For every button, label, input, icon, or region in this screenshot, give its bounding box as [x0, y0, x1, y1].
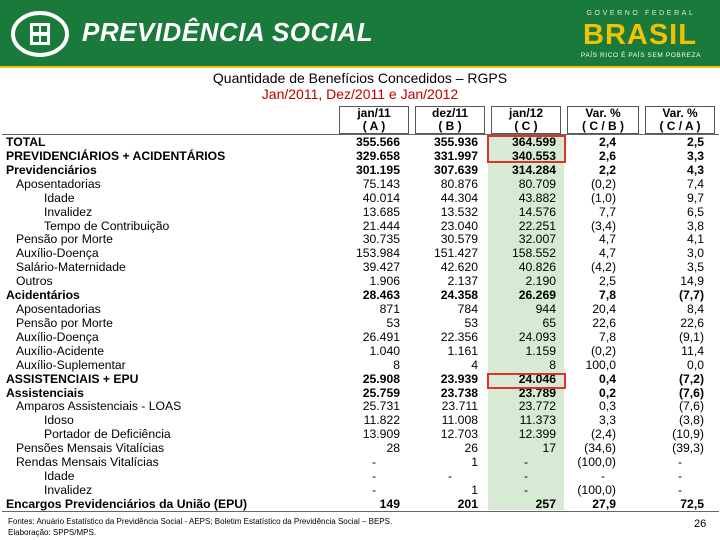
table-row — [0, 372, 720, 386]
row-value: 65 — [542, 315, 556, 330]
row-label: Pensão por Morte — [16, 232, 113, 247]
row-value: 12.703 — [440, 427, 478, 442]
column-header — [412, 107, 488, 133]
row-label: Idoso — [44, 413, 74, 428]
row-label: Acidentários — [6, 288, 80, 303]
row-value: - — [371, 483, 377, 497]
row-value: 784 — [457, 302, 478, 317]
table-row — [0, 163, 720, 177]
row-label: Auxílio-Acidente — [16, 343, 105, 358]
row-value: 364.599 — [511, 135, 556, 149]
row-value: (100,0) — [577, 483, 616, 497]
table-row — [0, 177, 720, 191]
row-label: Assistenciais — [6, 385, 84, 400]
row-value: 3,3 — [599, 413, 616, 428]
row-value: (2,4) — [590, 427, 616, 442]
row-value: - — [523, 469, 529, 484]
row-value: 23.772 — [518, 399, 556, 414]
row-label: Tempo de Contribuição — [44, 218, 170, 233]
row-value: 22,6 — [592, 315, 616, 330]
row-value: 8 — [549, 357, 556, 372]
page-subtitle: Jan/2011, Dez/2011 e Jan/2012 — [261, 86, 459, 102]
highlight-box-totals — [487, 135, 566, 163]
row-value: 7,8 — [599, 288, 616, 303]
row-label: ASSISTENCIAIS + EPU — [6, 371, 139, 386]
row-value: 24.093 — [518, 329, 556, 344]
row-value: - — [677, 469, 683, 484]
row-value: 25.908 — [362, 371, 400, 386]
row-value: 7,7 — [599, 204, 616, 219]
row-label: Invalidez — [44, 483, 93, 497]
row-value: (0,2) — [590, 343, 616, 358]
row-value: (39,3) — [672, 441, 704, 456]
row-value: 26 — [464, 441, 478, 456]
row-value: 22,6 — [680, 315, 704, 330]
row-value: 27,9 — [592, 496, 616, 511]
row-value: 25.731 — [362, 399, 400, 414]
column-header — [488, 107, 564, 133]
highlight-box-assistenciais — [487, 373, 566, 389]
row-value: (1,0) — [590, 190, 616, 205]
column-header-period: Var. % — [585, 106, 621, 120]
row-value: 24.358 — [440, 288, 478, 303]
row-value: 13.685 — [362, 204, 400, 219]
column-header-ref: ( C ) — [514, 119, 538, 133]
row-value: 13.909 — [362, 427, 400, 442]
row-value: 22.251 — [518, 218, 556, 233]
page-number: 26 — [694, 518, 707, 530]
table-row — [0, 441, 720, 455]
row-value: 30.735 — [362, 232, 400, 247]
table-row — [0, 260, 720, 274]
row-value: 11.822 — [363, 413, 400, 428]
row-value: 149 — [379, 496, 400, 511]
table-row — [0, 205, 720, 219]
row-value: (4,2) — [590, 260, 616, 275]
row-value: 329.658 — [355, 148, 400, 163]
row-value: (9,1) — [678, 329, 704, 344]
column-header-period: Var. % — [662, 106, 698, 120]
row-value: 4,3 — [687, 162, 704, 177]
row-value: (3,8) — [678, 413, 704, 428]
table-row — [0, 386, 720, 400]
row-value: (34,6) — [584, 441, 616, 456]
header-stripe — [0, 66, 720, 68]
row-value: 17 — [542, 441, 556, 456]
row-value: 2,5 — [687, 135, 704, 149]
row-label: Encargos Previdenciários da União (EPU) — [6, 496, 248, 511]
row-value: 2.137 — [447, 274, 478, 289]
row-label: Auxílio-Doença — [16, 329, 99, 344]
row-value: 14,9 — [680, 274, 704, 289]
row-value: 80.709 — [518, 176, 556, 191]
table-row — [0, 427, 720, 441]
row-value: 2,5 — [599, 274, 616, 289]
row-value: (3,4) — [590, 218, 616, 233]
row-value: 11.373 — [519, 413, 556, 428]
row-value: 8,4 — [687, 302, 704, 317]
row-value: 13.532 — [440, 204, 478, 219]
row-value: - — [371, 469, 377, 484]
row-value: 4,7 — [599, 246, 616, 261]
row-value: 1.161 — [447, 343, 478, 358]
row-label: Amparos Assistenciais - LOAS — [16, 399, 182, 414]
row-value: - — [523, 455, 529, 470]
row-value: 1.040 — [369, 343, 400, 358]
row-value: 23.738 — [440, 385, 478, 400]
table-row — [0, 191, 720, 205]
row-label: Pensões Mensais Vitalícias — [16, 441, 165, 456]
row-value: 40.826 — [518, 260, 556, 275]
row-value: (7,6) — [678, 385, 704, 400]
row-value: 3,0 — [687, 246, 704, 261]
row-value: 0,2 — [599, 385, 616, 400]
row-value: (7,7) — [678, 288, 704, 303]
row-value: 9,7 — [687, 190, 704, 205]
row-value: 0,0 — [687, 357, 704, 372]
row-value: 26.269 — [518, 288, 556, 303]
table-row — [0, 455, 720, 469]
table-row — [0, 219, 720, 233]
row-value: 2,4 — [599, 135, 616, 149]
row-value: 100,0 — [585, 357, 616, 372]
row-value: 23.939 — [440, 371, 478, 386]
row-value: 3,5 — [687, 260, 704, 275]
row-value: 12.399 — [518, 427, 556, 442]
table-row — [0, 316, 720, 330]
row-value: 257 — [535, 496, 556, 511]
governo-federal-logo — [566, 8, 716, 62]
row-value: 944 — [535, 302, 556, 317]
row-value: 2,6 — [599, 148, 616, 163]
row-value: 7,8 — [599, 329, 616, 344]
row-value: - — [371, 455, 377, 470]
row-value: 23.711 — [441, 399, 478, 414]
row-value: 42.620 — [440, 260, 478, 275]
row-label: Auxílio-Doença — [16, 246, 99, 261]
row-label: Invalidez — [44, 204, 93, 219]
table-row — [0, 232, 720, 246]
row-value: - — [447, 469, 453, 484]
row-value: 26.491 — [362, 329, 400, 344]
row-value: 355.566 — [355, 135, 400, 149]
row-value: 80.876 — [440, 176, 478, 191]
gov-slogan: PAÍS RICO É PAÍS SEM POBREZA — [580, 52, 702, 59]
column-header — [642, 107, 718, 133]
row-value: 53 — [386, 315, 400, 330]
row-value: 355.936 — [433, 135, 478, 149]
table-row — [0, 413, 720, 427]
row-value: - — [677, 483, 683, 497]
source-footnote — [8, 516, 392, 538]
row-value: 11.008 — [441, 413, 478, 428]
row-value: 4 — [471, 357, 478, 372]
row-value: - — [677, 455, 683, 470]
row-value: 72,5 — [680, 496, 704, 511]
row-value: 314.284 — [511, 162, 556, 177]
row-value: 3,3 — [687, 148, 704, 163]
table-row — [0, 330, 720, 344]
row-value: 39.427 — [362, 260, 400, 275]
row-value: 32.007 — [518, 232, 556, 247]
table-row — [0, 399, 720, 413]
table-row — [0, 302, 720, 316]
column-header — [564, 107, 642, 133]
table-row — [0, 497, 720, 511]
page-title: Quantidade de Benefícios Concedidos – RGPS — [212, 70, 508, 86]
column-header-period: jan/11 — [357, 106, 391, 120]
row-value: 8 — [393, 357, 400, 372]
top-banner — [0, 0, 720, 68]
column-header-period: dez/11 — [431, 106, 469, 120]
gov-line: GOVERNO FEDERAL — [586, 10, 696, 17]
table-row — [0, 274, 720, 288]
row-value: 28 — [386, 441, 400, 456]
row-value: 158.552 — [511, 246, 556, 261]
row-value: 4,7 — [599, 232, 616, 247]
row-value: 6,5 — [687, 204, 704, 219]
table-row — [0, 288, 720, 302]
row-label: Idade — [44, 469, 75, 484]
row-label: Rendas Mensais Vitalícias — [16, 455, 159, 470]
row-value: 11,4 — [681, 343, 704, 358]
source-line: Fontes: Anuário Estatístico da Previdência Social - AEPS; Boletim Estatístico da Previdência Social – BEPS. — [8, 517, 393, 526]
row-label: Salário-Maternidade — [16, 260, 126, 275]
column-header-ref: ( B ) — [438, 119, 462, 133]
row-value: 43.882 — [518, 190, 556, 205]
table-row — [0, 149, 720, 163]
row-value: 40.014 — [362, 190, 400, 205]
table-row — [0, 469, 720, 483]
gov-name: BRASIL — [583, 19, 697, 51]
row-value: 307.639 — [433, 162, 478, 177]
row-value: (10,9) — [672, 427, 704, 442]
column-header-ref: ( C / B ) — [582, 119, 624, 133]
row-value: 340.553 — [511, 148, 556, 163]
column-header — [336, 107, 412, 133]
row-value: 1.159 — [525, 343, 556, 358]
row-value: 3,8 — [687, 218, 704, 233]
row-value: (100,0) — [577, 455, 616, 470]
row-value: 1.906 — [369, 274, 400, 289]
row-label: Previdenciários — [6, 162, 97, 177]
row-value: 871 — [379, 302, 400, 317]
row-label: Outros — [16, 274, 53, 289]
row-label: TOTAL — [6, 135, 46, 149]
row-label: Auxílio-Suplementar — [16, 357, 126, 372]
row-value: 20,4 — [592, 302, 616, 317]
table-bottom-rule — [2, 511, 719, 512]
table-row — [0, 135, 720, 149]
row-value: 301.195 — [355, 162, 400, 177]
row-value: 28.463 — [362, 288, 400, 303]
row-value: 44.304 — [440, 190, 478, 205]
row-value: 2.190 — [525, 274, 556, 289]
column-header-ref: ( A ) — [362, 119, 386, 133]
row-value: 331.997 — [433, 148, 478, 163]
row-value: - — [600, 469, 606, 484]
row-value: 2,2 — [599, 162, 616, 177]
row-value: (7,2) — [678, 371, 704, 386]
row-value: 75.143 — [362, 176, 400, 191]
row-label: Pensão por Morte — [16, 315, 113, 330]
table-row — [0, 344, 720, 358]
row-value: - — [523, 483, 529, 497]
row-value: 23.040 — [440, 218, 478, 233]
row-value: 14.576 — [518, 204, 556, 219]
row-value: (7,6) — [678, 399, 704, 414]
row-value: 22.356 — [440, 329, 478, 344]
row-value: 201 — [457, 496, 478, 511]
row-value: 30.579 — [440, 232, 478, 247]
table-row — [0, 483, 720, 497]
row-value: 23.789 — [518, 385, 556, 400]
elaboration-line: Elaboração: SPPS/MPS. — [8, 528, 97, 537]
row-value: 4,1 — [687, 232, 704, 247]
row-value: (0,2) — [590, 176, 616, 191]
row-label: PREVIDENCIÁRIOS + ACIDENTÁRIOS — [6, 148, 226, 163]
table-row — [0, 358, 720, 372]
table-row — [0, 246, 720, 260]
row-value: 1 — [471, 483, 478, 497]
row-value: 153.984 — [355, 246, 400, 261]
row-label: Aposentadorias — [16, 176, 101, 191]
row-value: 151.427 — [433, 246, 478, 261]
row-value: 25.759 — [362, 385, 400, 400]
brand-title: PREVIDÊNCIA SOCIAL — [82, 17, 374, 47]
column-header-ref: ( C / A ) — [659, 119, 701, 133]
row-value: 7,4 — [687, 176, 704, 191]
row-value: 53 — [464, 315, 478, 330]
row-label: Aposentadorias — [16, 302, 101, 317]
row-label: Idade — [44, 190, 75, 205]
row-value: 21.444 — [362, 218, 400, 233]
row-value: 24.046 — [518, 371, 556, 386]
row-value: 0,3 — [599, 399, 616, 414]
row-label: Portador de Deficiência — [44, 427, 171, 442]
row-value: 0,4 — [599, 371, 616, 386]
column-header-period: jan/12 — [508, 106, 544, 120]
previdencia-logo-icon — [10, 10, 70, 58]
row-value: 1 — [471, 455, 478, 470]
